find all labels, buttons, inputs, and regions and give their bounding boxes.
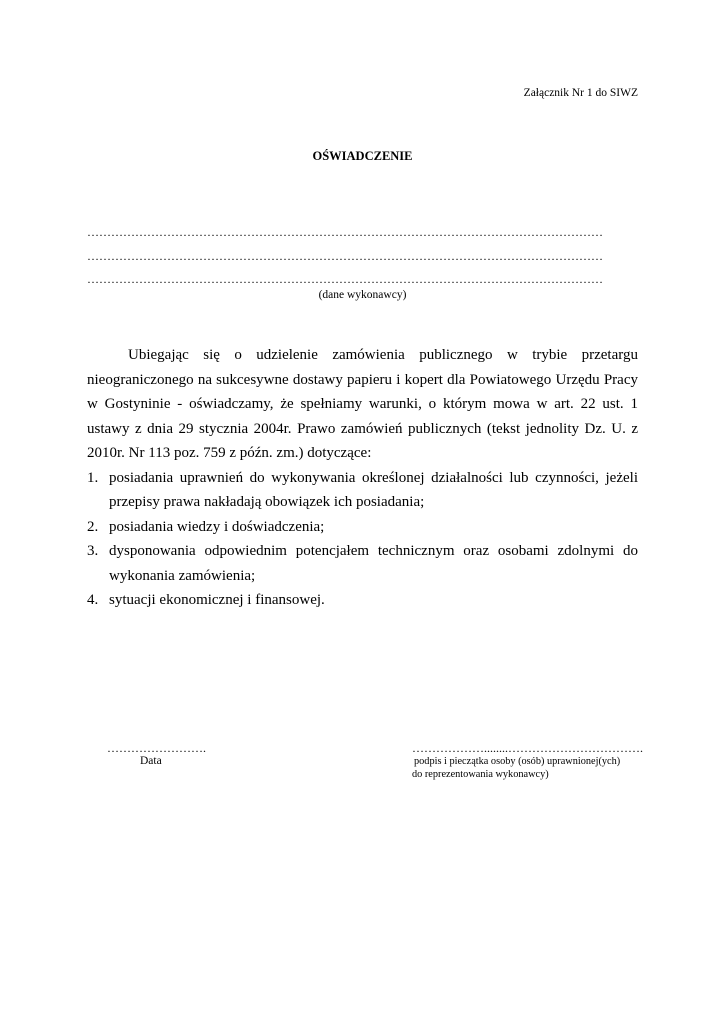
date-label: Data — [140, 755, 162, 767]
date-line: ……………………. — [107, 741, 206, 755]
signature-label-2: do reprezentowania wykonawcy) — [412, 769, 549, 780]
document-title: OŚWIADCZENIE — [312, 149, 413, 163]
list-item-number: 2. — [87, 518, 99, 535]
signature-label-1: podpis i pieczątka osoby (osób) uprawnionej(ych) — [414, 756, 621, 767]
list-item-text: dysponowania odpowiednim potencjałem technicznym oraz osobami zdolnymi do wykonania zamówienia; — [109, 543, 638, 584]
list-item — [87, 588, 638, 613]
signature-line: ………………........……………………………. — [412, 741, 643, 755]
list-item-number: 1. — [87, 469, 99, 486]
conditions-list — [87, 466, 638, 613]
declaration-intro: Ubiegając się o udzielenie zamówienia publicznego w trybie przetargu nieograniczonego na sukcesywne dostawy papieru i kopert dla Powiatowego Urzędu Pracy w Gostyninie - oświadczamy, że spełniamy warunki, o którym mowa w art. 22 ust. 1 ustawy z dnia 29 stycznia 2004r. Prawo zamówień publicznych (tekst jednolity Dz. U. z 2010r. Nr 113 poz. 759 z późn. zm.) dotyczące: — [87, 347, 638, 461]
list-item — [87, 539, 638, 588]
contractor-caption: (dane wykonawcy) — [318, 289, 407, 301]
contractor-line-3: ………………………………………………………………………………………………………………… — [87, 273, 603, 285]
list-item-text: sytuacji ekonomicznej i finansowej. — [109, 592, 325, 608]
list-item — [87, 515, 638, 540]
list-item — [87, 466, 638, 515]
list-item-text: posiadania wiedzy i doświadczenia; — [109, 518, 325, 535]
list-item-text: posiadania uprawnień do wykonywania określonej działalności lub czynności, jeżeli przepisy prawa nakładają obowiązek ich posiadania; — [109, 469, 638, 510]
annex-label: Załącznik Nr 1 do SIWZ — [523, 87, 638, 99]
list-item-number: 3. — [87, 543, 99, 559]
contractor-line-2: ………………………………………………………………………………………………………………… — [87, 250, 603, 262]
contractor-line-1: ………………………………………………………………………………………………………………… — [87, 226, 603, 238]
list-item-number: 4. — [87, 592, 99, 608]
declaration-body — [87, 343, 638, 613]
